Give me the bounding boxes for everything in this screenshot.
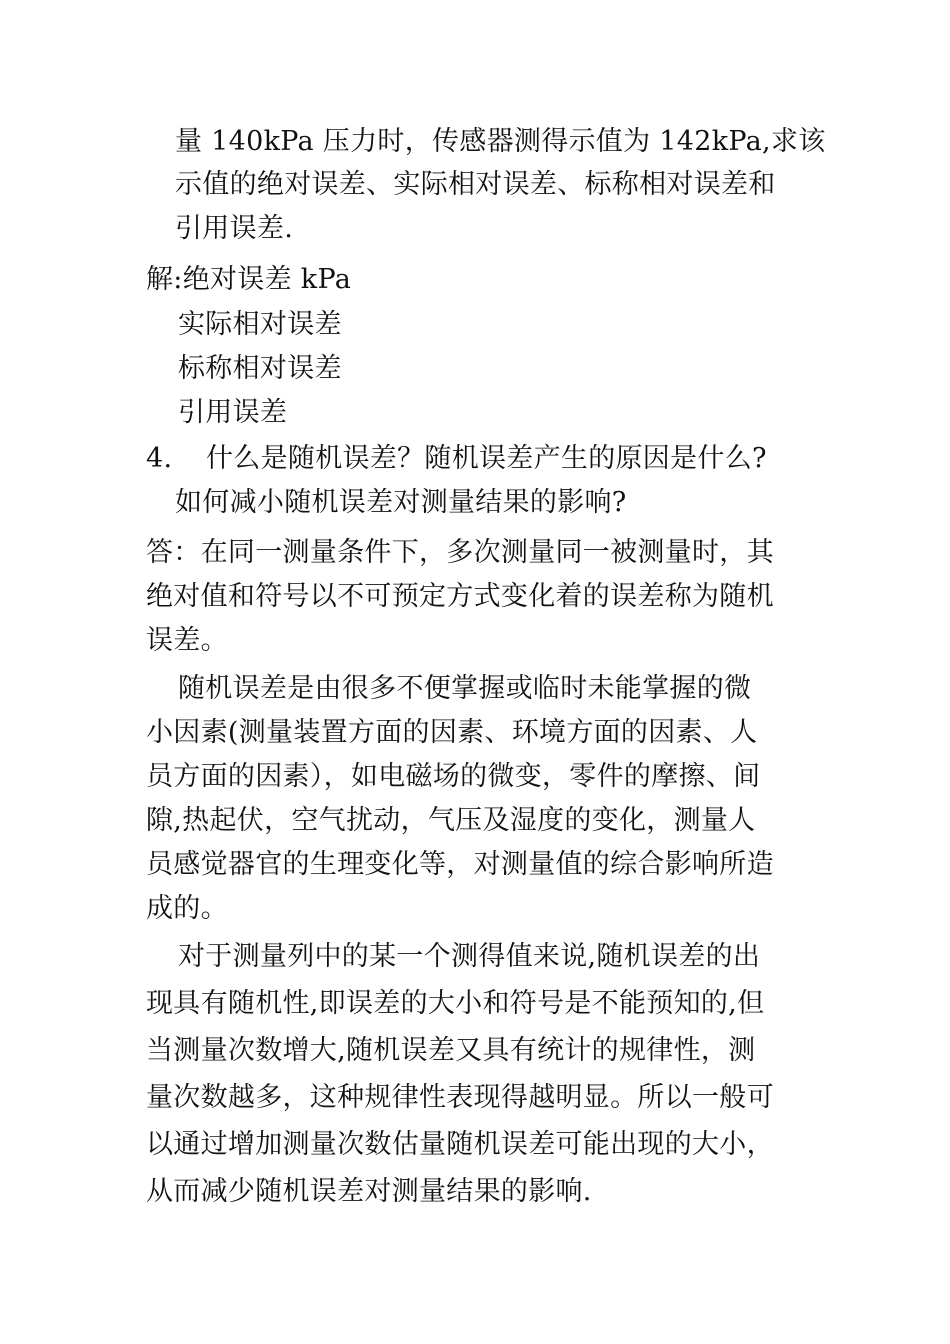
question4-number: 4. bbox=[146, 443, 173, 474]
answer4-p3-line-2: 现具有随机性,即误差的大小和符号是不能预知的,但 bbox=[146, 988, 765, 1019]
question3-line-1: 量 140kPa 压力时，传感器测得示值为 142kPa,求该 bbox=[175, 126, 826, 157]
answer3-item-actual-relative: 实际相对误差 bbox=[178, 309, 342, 340]
answer4-p2-line-5: 员感觉器官的生理变化等，对测量值的综合影响所造 bbox=[146, 849, 774, 880]
answer4-p3-line-1: 对于测量列中的某一个测得值来说,随机误差的出 bbox=[178, 941, 761, 972]
answer3-lead: 解:绝对误差 kPa bbox=[146, 264, 352, 295]
answer3-item-fiducial: 引用误差 bbox=[178, 397, 288, 428]
answer4-p3-line-6: 从而减少随机误差对测量结果的影响. bbox=[146, 1176, 592, 1207]
answer4-p1-line-2: 绝对值和符号以不可预定方式变化着的误差称为随机 bbox=[146, 581, 774, 612]
answer4-p2-line-3: 员方面的因素），如电磁场的微变，零件的摩擦、间 bbox=[146, 761, 761, 792]
question4-text: 什么是随机误差？随机误差产生的原因是什么? bbox=[206, 443, 767, 474]
question3-line-2: 示值的绝对误差、实际相对误差、标称相对误差和 bbox=[175, 169, 776, 200]
answer4-p2-line-6: 成的。 bbox=[146, 893, 228, 924]
answer4-p2-line-4: 隙,热起伏，空气扰动，气压及湿度的变化，测量人 bbox=[146, 805, 756, 836]
answer4-p2-line-2: 小因素(测量装置方面的因素、环境方面的因素、人 bbox=[146, 717, 758, 748]
answer4-p3-line-4: 量次数越多，这种规律性表现得越明显。所以一般可 bbox=[146, 1082, 774, 1113]
question3-line-3: 引用误差. bbox=[175, 213, 294, 244]
answer4-p2-line-1: 随机误差是由很多不便掌握或临时未能掌握的微 bbox=[178, 673, 752, 704]
answer4-p1-line-1: 答：在同一测量条件下，多次测量同一被测量时，其 bbox=[146, 537, 774, 568]
answer4-p3-line-5: 以通过增加测量次数估量随机误差可能出现的大小， bbox=[146, 1129, 774, 1160]
answer4-p1-line-3: 误差。 bbox=[146, 625, 228, 656]
question4-line-2: 如何减小随机误差对测量结果的影响? bbox=[175, 487, 627, 518]
answer4-p3-line-3: 当测量次数增大,随机误差又具有统计的规律性，测 bbox=[146, 1035, 756, 1066]
answer3-item-nominal-relative: 标称相对误差 bbox=[178, 353, 342, 384]
question4-line-1 bbox=[146, 442, 767, 476]
